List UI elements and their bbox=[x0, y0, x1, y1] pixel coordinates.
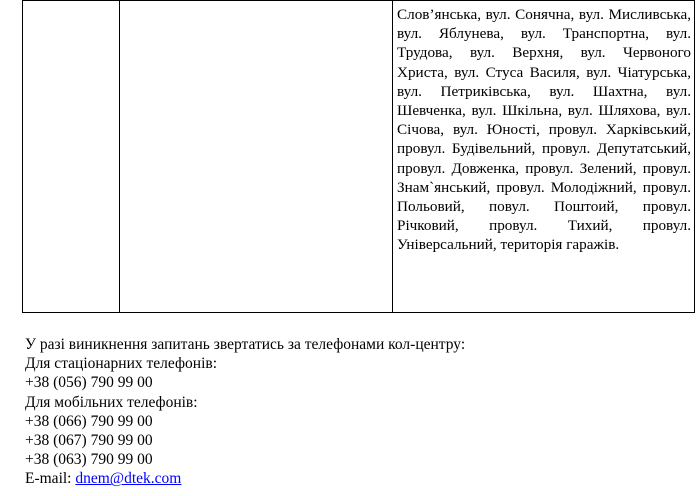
street-list-text: Слов’янська, вул. Сонячна, вул. Мисливська, вул. Яблунева, вул. Транспортна, вул. Трудова, вул. Верхня, вул. Червоного Христа, вул. Стуса Василя, вул. Чіатурська, вул. Петриківська, вул. Шахтна, вул. Шевченка, вул. Шкільна, вул. Шляхова, вул. Січова, вул. Юності, провул. Харківський, провул. Будівельний, провул. Депутатський, провул. Довженка, провул. Зелений, провул. Знам`янський, провул. Молодіжний, провул. Польовий, повул. Поштоий, провул. Річковий, провул. Тихий, провул. Універсальний, територія гаражів. bbox=[397, 6, 691, 254]
mobile-phone: +38 (063) 790 99 00 bbox=[25, 451, 153, 469]
email-line bbox=[25, 469, 465, 488]
landline-label: Для стаціонарних телефонів: bbox=[25, 355, 218, 373]
table-row bbox=[23, 1, 695, 313]
contacts-intro: У разі виникнення запитань звертатись за телефонами кол-центру: bbox=[25, 336, 466, 353]
table-cell-streets bbox=[393, 1, 695, 313]
mobile-label: Для мобільних телефонів: bbox=[25, 393, 198, 411]
mobile-phone: +38 (067) 790 99 00 bbox=[25, 432, 153, 450]
table-cell-empty-1 bbox=[23, 1, 120, 313]
mobile-phone: +38 (066) 790 99 00 bbox=[25, 412, 153, 430]
email-label: E-mail: bbox=[25, 470, 76, 488]
table-cell-empty-2 bbox=[120, 1, 393, 313]
streets-table bbox=[22, 0, 695, 313]
landline-phone: +38 (056) 790 99 00 bbox=[25, 374, 153, 392]
call-center-contacts bbox=[25, 335, 465, 489]
email-link[interactable]: dnem@dtek.com bbox=[75, 470, 182, 488]
